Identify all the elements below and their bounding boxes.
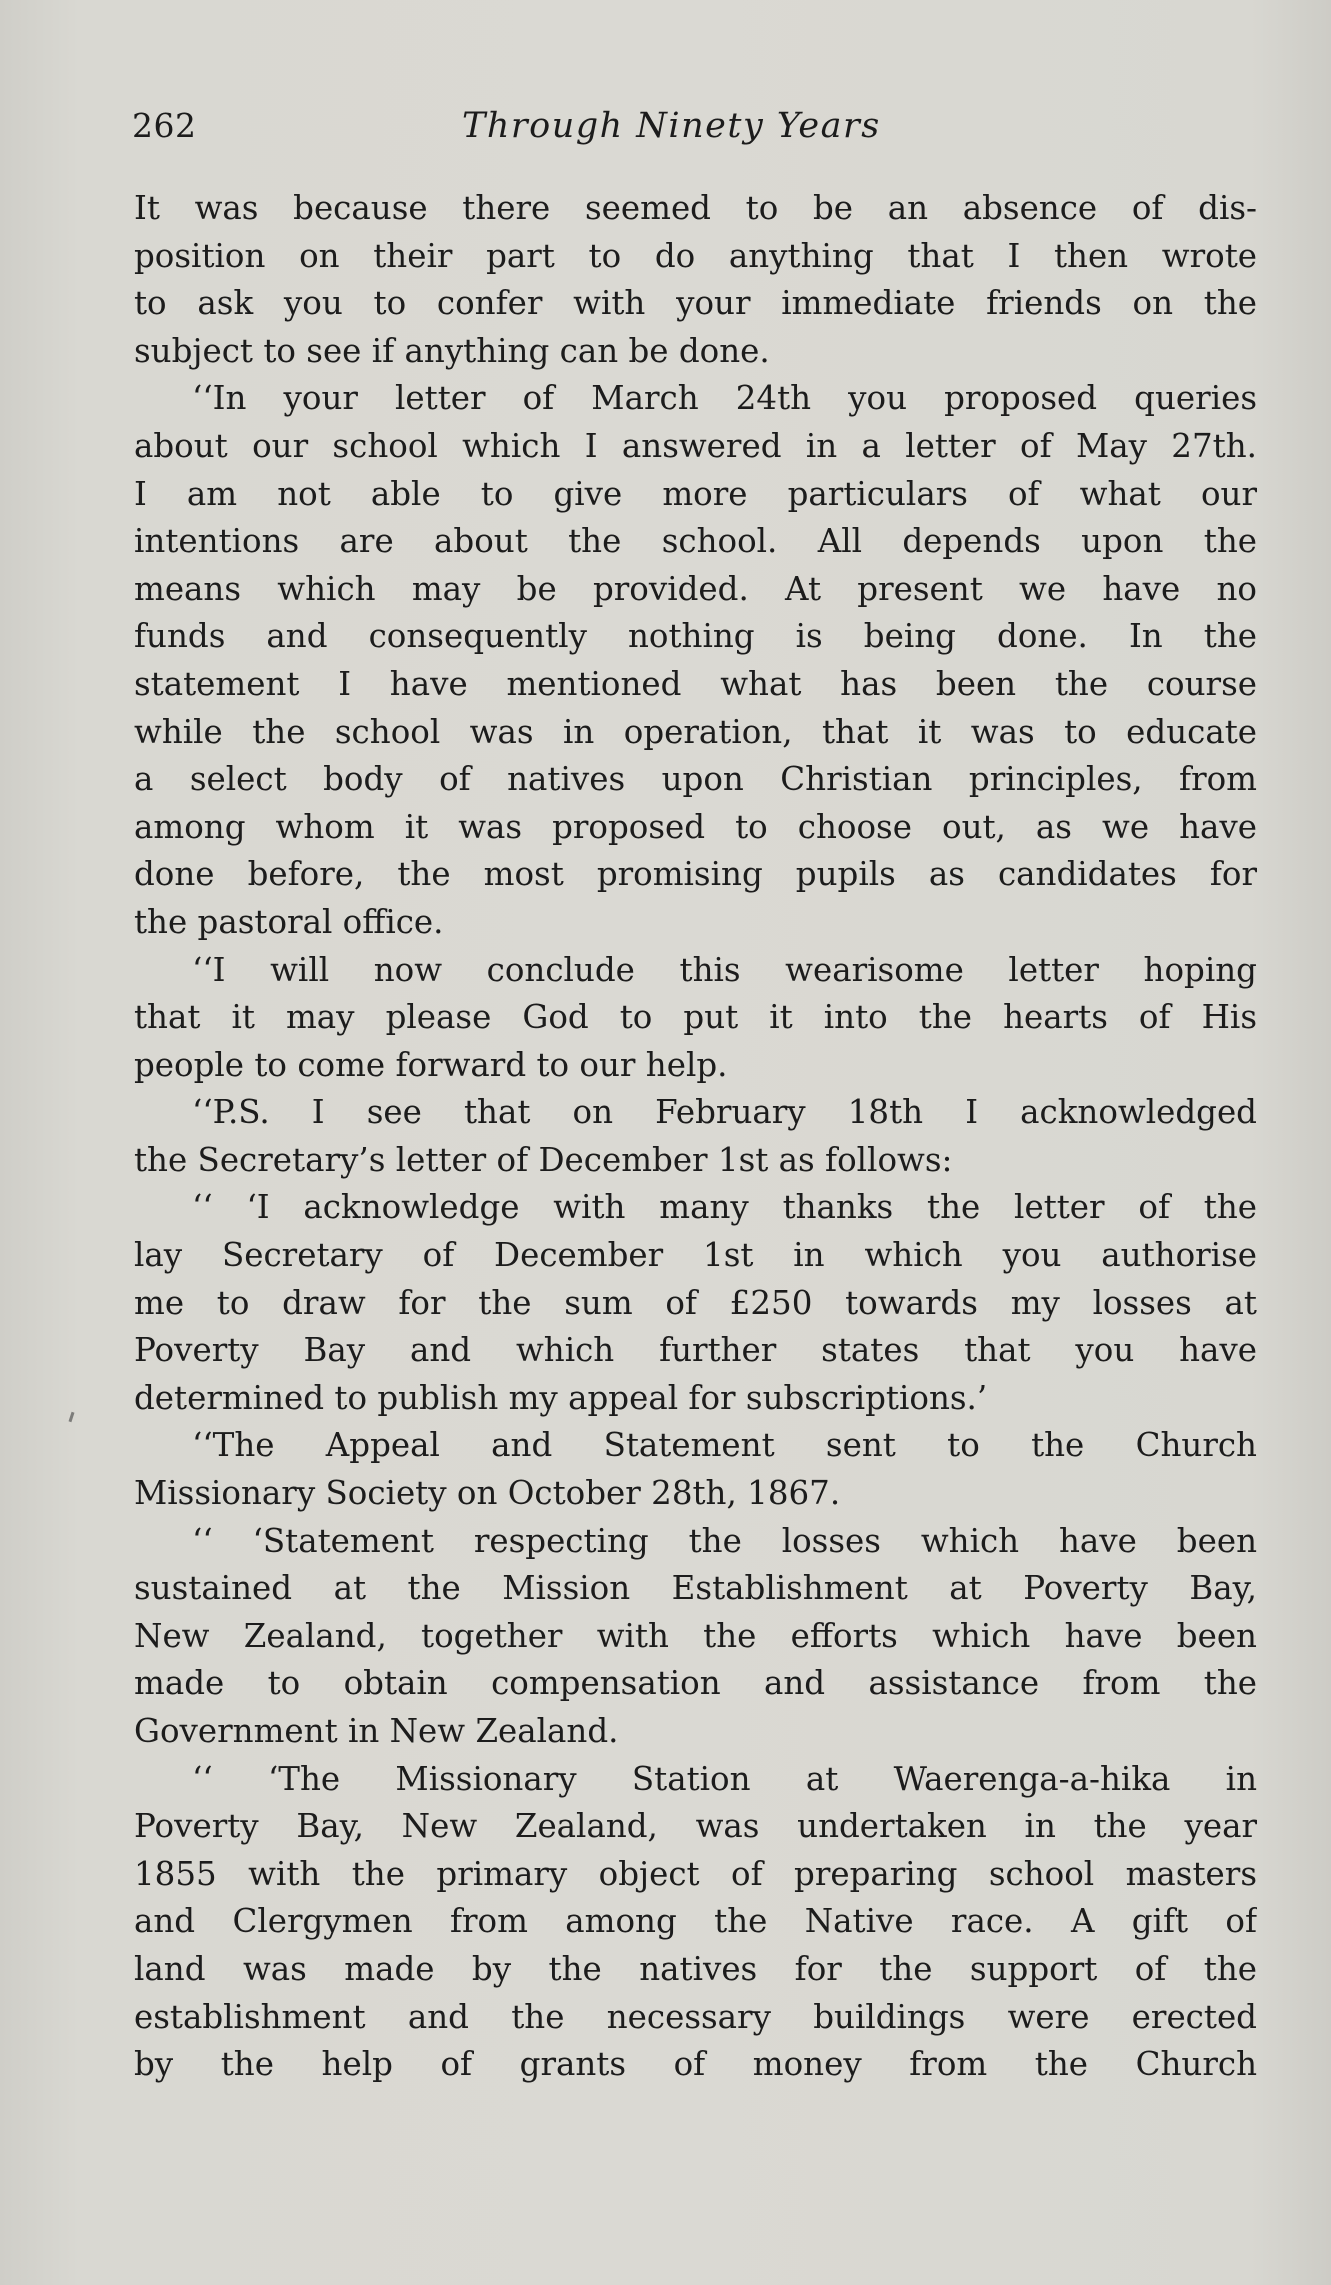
text-line: made to obtain compensation and assistance from the [134,1664,1257,1703]
text-line: intentions are about the school. All depends upon the [134,522,1257,561]
text-line: ‘‘ ‘The Missionary Station at Waerenga-a-hika in [192,1759,1257,1798]
text-line: I am not able to give more particulars of what our [134,474,1257,513]
text-line: It was because there seemed to be an absence of dis- [134,189,1257,227]
text-line: funds and consequently nothing is being done. In the [134,617,1257,656]
text-line: the pastoral office. [134,902,444,941]
text-line: that it may please God to put it into the hearts of His [134,998,1257,1037]
text-line: lay Secretary of December 1st in which you authorise [134,1236,1257,1275]
text-line: people to come forward to our help. [134,1045,728,1084]
text-line: and Clergymen from among the Native race. A gift of [134,1902,1257,1941]
text-line: position on their part to do anything that I then wrote [134,236,1257,275]
text-line: determined to publish my appeal for subscriptions.’ [134,1378,988,1417]
text-line: statement I have mentioned what has been the course [134,664,1257,703]
body-text [134,185,1257,2089]
text-line: Government in New Zealand. [134,1712,619,1750]
text-line: 1855 with the primary object of preparing school masters [134,1854,1257,1893]
text-line: establishment and the necessary buildings were erected [134,1997,1257,2036]
text-line: ‘‘P.S. I see that on February 18th I acknowledged [192,1093,1257,1132]
text-line: to ask you to confer with your immediate friends on the [134,284,1257,323]
text-line: ‘‘In your letter of March 24th you proposed queries [192,379,1257,418]
text-line: ‘‘ ‘Statement respecting the losses which have been [192,1521,1257,1560]
text-line: ‘‘ ‘I acknowledge with many thanks the letter of the [192,1188,1257,1227]
text-line: Poverty Bay, New Zealand, was undertaken in the year [134,1807,1257,1846]
text-line: by the help of grants of money from the Church [134,2045,1257,2084]
text-line: New Zealand, together with the efforts which have been [134,1616,1257,1655]
text-line: Missionary Society on October 28th, 1867. [134,1474,841,1513]
margin-mark [69,1412,75,1422]
text-line: while the school was in operation, that it was to educate [134,712,1257,751]
text-line: Poverty Bay and which further states that you have [134,1331,1257,1370]
text-line: land was made by the natives for the support of the [134,1949,1257,1988]
text-line: subject to see if anything can be done. [134,331,770,370]
running-title: Through Ninety Years [462,106,881,146]
text-line: about our school which I answered in a letter of May 27th. [134,426,1257,465]
page-number: 262 [132,106,197,145]
text-line: ‘‘The Appeal and Statement sent to the Church [192,1426,1257,1465]
text-line: ‘‘I will now conclude this wearisome letter hoping [192,950,1257,989]
text-line: a select body of natives upon Christian principles, from [134,760,1257,799]
text-line: sustained at the Mission Establishment at Poverty Bay, [134,1569,1257,1608]
text-line: the Secretary’s letter of December 1st as follows: [134,1140,953,1179]
text-line: means which may be provided. At present we have no [134,569,1257,608]
text-line: done before, the most promising pupils as candidates for [134,855,1257,894]
running-head [132,106,1257,156]
text-line: among whom it was proposed to choose out, as we have [134,807,1257,846]
text-line: me to draw for the sum of £250 towards my losses at [134,1283,1257,1322]
